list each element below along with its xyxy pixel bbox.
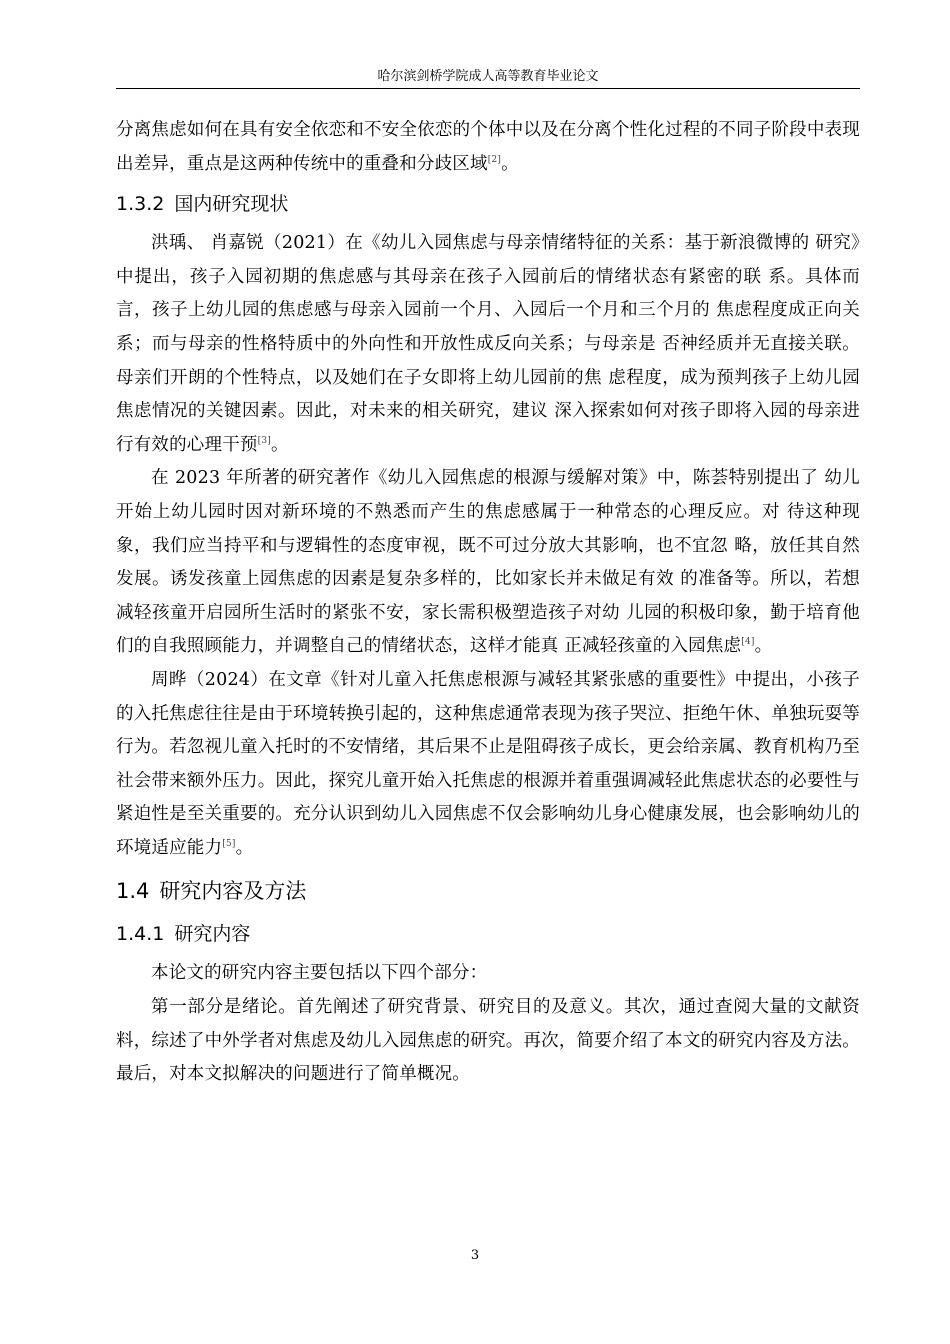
paragraph-end: 。 [501,153,519,174]
paragraph-text: 本论文的研究内容主要包括以下四个部分： [151,963,488,984]
running-header-title: 哈尔滨剑桥学院成人高等教育毕业论文 [377,69,599,84]
running-header [116,68,860,89]
citation-ref: [4] [741,637,755,648]
page-body [116,114,860,1092]
paragraph-continuation [116,114,860,181]
section-heading-1-3-2 [116,187,860,221]
paragraph-end: 。 [235,837,254,858]
section-title: 研究内容 [174,923,251,946]
paragraph-end: 。 [270,434,289,455]
section-heading-1-4 [116,873,860,909]
paragraph-chen [116,462,860,664]
paragraph-intro [116,957,860,991]
paragraph-end: 。 [754,636,773,657]
paragraph-part-one [116,991,860,1092]
section-number: 1.3.2 [116,193,165,216]
paragraph-text: 洪瑀、 肖嘉锐（2021）在《幼儿入园焦虑与母亲情绪特征的关系：基于新浪微博的 研究》中提出，孩子入园初期的焦虑感与其母亲在孩子入园前后的情绪状态有紧密的联 系。具体而言，孩子上幼儿园的焦虑感与母亲入园前一个月、入园后一个月和三个月的 焦虑程度成正向关系；而与母亲的性格特质中的外向性和开放性成反向关系；与母亲是 否神经质并无直接关联。母亲们开朗的个性特点，以及她们在子女即将上幼儿园前的焦 虑程度，成为预判孩子上幼儿园焦虑情况的关键因素。因此，对未来的相关研究，建议 深入探索如何对孩子即将入园的母亲进行有效的心理干预 [116,233,860,455]
citation-ref: [3] [257,435,271,446]
citation-ref: [5] [222,839,236,850]
paragraph-text: 分离焦虑如何在具有安全依恋和不安全依恋的个体中以及在分离个性化过程的不同子阶段中表现出差异，重点是这两种传统中的重叠和分歧区域 [116,120,860,174]
paragraph-text: 第一部分是绪论。首先阐述了研究背景、研究目的及意义。其次，通过查阅大量的文献资料，综述了中外学者对焦虑及幼儿入园焦虑的研究。再次，简要介绍了本文的研究内容及方法。最后，对本文拟解决的问题进行了简单概况。 [116,997,860,1085]
page-number: 3 [470,1248,480,1263]
section-number: 1.4 [116,879,150,904]
paragraph-zhou [116,664,860,866]
section-heading-1-4-1 [116,917,860,951]
section-number: 1.4.1 [116,923,165,946]
paragraph-text: 在 2023 年所著的研究著作《幼儿入园焦虑的根源与缓解对策》中，陈荟特别提出了 幼儿开始上幼儿园时因对新环境的不熟悉而产生的焦虑感属于一种常态的心理反应。对 待这种现象，我们应当持平和与逻辑性的态度审视，既不可过分放大其影响，也不宜忽 略，放任其自然发展。诱发孩童上园焦虑的因素是复杂多样的，比如家长并未做足有效 的准备等。所以，若想减轻孩童开启园所生活时的紧张不安，家长需积极塑造孩子对幼 儿园的积极印象，勤于培育他们的自我照顾能力，并调整自己的情绪状态，这样才能真 正减轻孩童的入园焦虑 [116,468,860,657]
section-title: 研究内容及方法 [159,879,307,904]
paragraph-hong [116,227,860,462]
paragraph-text: 周晔（2024）在文章《针对儿童入托焦虑根源与减轻其紧张感的重要性》中提出，小孩子的入托焦虑往往是由于环境转换引起的，这种焦虑通常表现为孩子哭泣、拒绝午休、单独玩耍等行为。若忽视儿童入托时的不安情绪，其后果不止是阻碍孩子成长，更会给亲属、教育机构乃至社会带来额外压力。因此，探究儿童开始入托焦虑的根源并着重强调减轻此焦虑状态的必要性与紧迫性是至关重要的。充分认识到幼儿入园焦虑不仅会影响幼儿身心健康发展，也会影响幼儿的环境适应能力 [116,669,860,858]
citation-ref: [2] [487,154,502,165]
section-title: 国内研究现状 [174,193,289,216]
